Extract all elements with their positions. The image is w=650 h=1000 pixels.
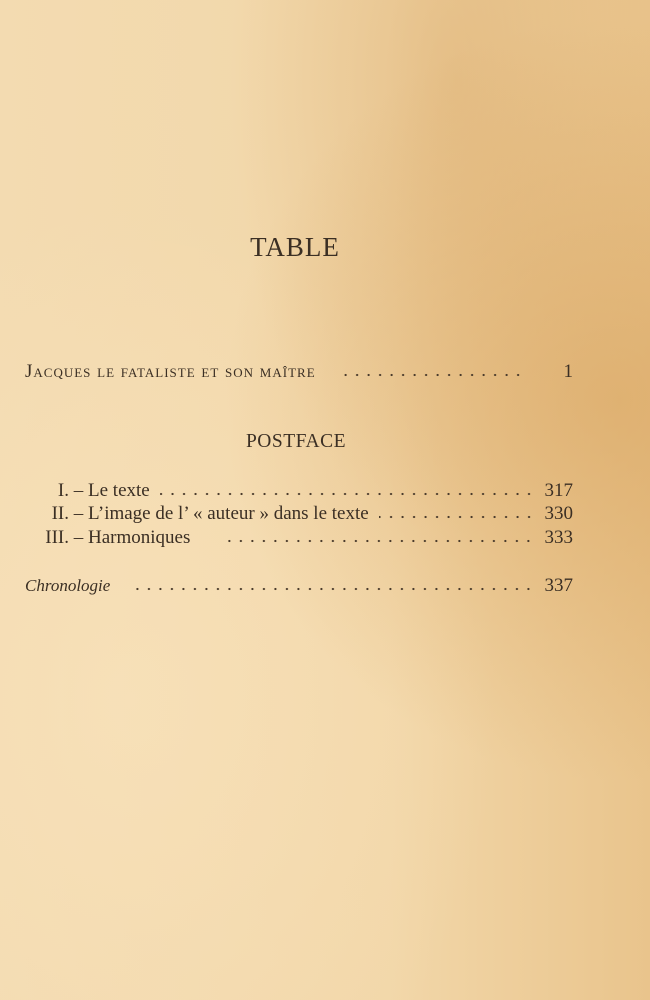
dot-leader [220,539,534,543]
dash: – [73,527,84,548]
page-title: TABLE [250,232,340,262]
toc-page-number: 333 [544,527,573,548]
dot-leader [338,373,524,377]
toc-page-number: 1 [563,361,573,382]
toc-entry-title: L’image de l’ « auteur » dans le texte [88,503,369,524]
toc-entry-title: Harmoniques [88,527,191,548]
toc-entry-number: II. [51,503,69,524]
toc-entry [25,527,573,549]
dot-leader [160,492,535,496]
toc-entry [25,480,573,502]
toc-entry-title: Jacques le fataliste et son maître [25,361,316,382]
toc-entry-title: Chronologie [25,576,111,595]
toc-entry-main [25,361,573,383]
toc-page-number: 337 [544,575,573,596]
toc-entry [25,503,573,525]
dot-leader [128,587,534,591]
toc-entry-title: Le texte [88,480,150,501]
toc-page-number: 330 [544,503,573,524]
dash: – [73,503,84,524]
dash: – [73,480,84,501]
dot-leader [379,515,535,519]
toc-page-number: 317 [544,480,573,501]
section-title: POSTFACE [245,431,347,452]
toc-entry-chronologie [25,575,573,597]
toc-entry-number: III. [45,527,69,548]
toc-entry-number: I. [57,480,69,501]
